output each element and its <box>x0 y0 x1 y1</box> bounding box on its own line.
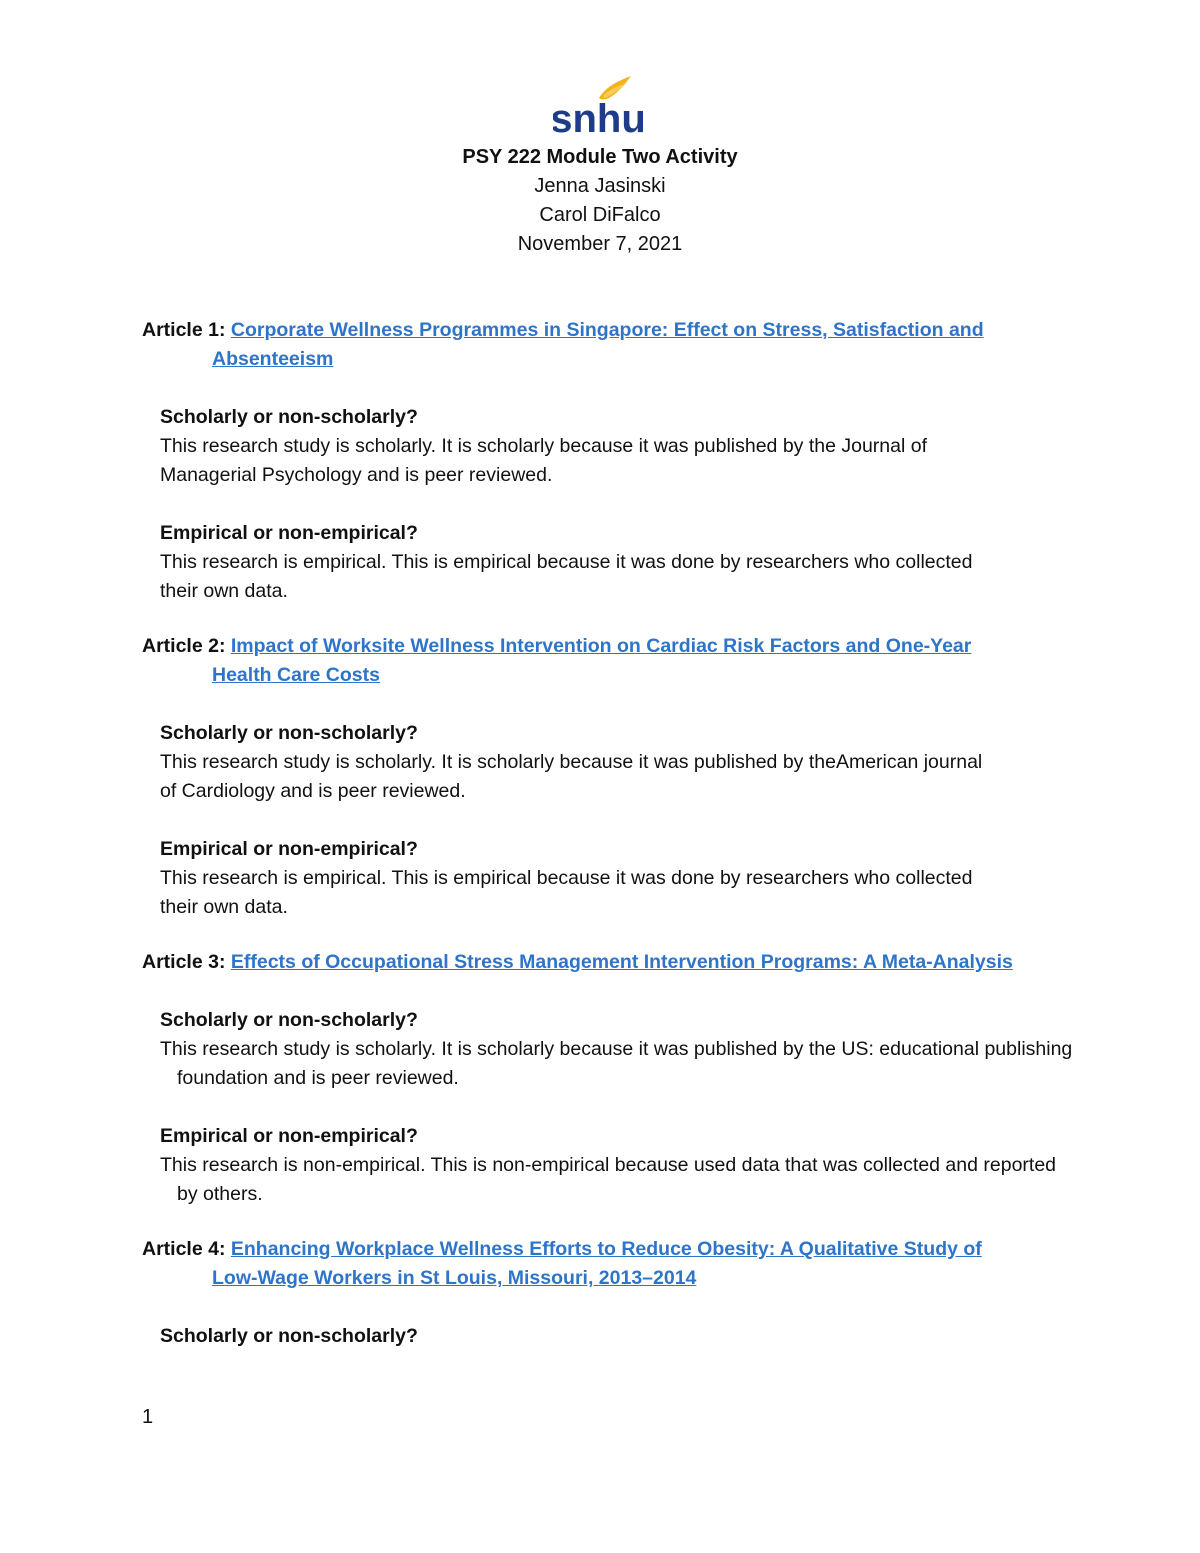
scholarly-section <box>160 1322 1082 1351</box>
empirical-section <box>160 835 1082 922</box>
scholarly-section <box>160 403 1082 490</box>
article-label: Article 2: <box>142 635 226 657</box>
article-link[interactable]: Enhancing Workplace Wellness Efforts to Reduce Obesity: A Qualitative Study of Low-Wage Workers in St Louis, Missouri, 2013–2014 <box>212 1238 982 1289</box>
document-title: PSY 222 Module Two Activity <box>462 146 738 168</box>
question-empirical: Empirical or non-empirical? <box>160 1125 418 1147</box>
answer-empirical-line: This research is empirical. This is empirical because it was done by researchers who collected <box>160 551 973 573</box>
article-label: Article 3: <box>142 951 226 973</box>
article-link[interactable]: Corporate Wellness Programmes in Singapore: Effect on Stress, Satisfaction and Absenteeism <box>212 319 984 370</box>
question-empirical: Empirical or non-empirical? <box>160 522 418 544</box>
answer-scholarly-line: This research study is scholarly. It is scholarly because it was published by the Journal of <box>160 435 927 457</box>
snhu-logo <box>553 72 643 136</box>
instructor-name: Carol DiFalco <box>539 204 661 226</box>
question-empirical: Empirical or non-empirical? <box>160 838 418 860</box>
article-3 <box>142 948 1082 1209</box>
answer-empirical: This research is non-empirical. This is non-empirical because used data that was collected and reported by others. <box>160 1154 1057 1205</box>
question-scholarly: Scholarly or non-scholarly? <box>160 406 418 428</box>
article-label: Article 4: <box>142 1238 226 1260</box>
article-4 <box>142 1235 1082 1351</box>
question-scholarly: Scholarly or non-scholarly? <box>160 1009 418 1031</box>
document-header <box>0 143 1200 259</box>
answer-empirical-line: This research is empirical. This is empirical because it was done by researchers who collected <box>160 867 973 889</box>
answer-empirical-line: their own data. <box>160 580 288 602</box>
scholarly-section <box>160 719 1082 806</box>
answer-scholarly: This research study is scholarly. It is scholarly because it was published by the US: educational publishing foundation and is peer reviewed. <box>160 1038 1073 1089</box>
article-heading <box>142 316 1082 374</box>
article-label: Article 1: <box>142 319 226 341</box>
article-heading <box>142 632 1082 690</box>
answer-empirical-line: their own data. <box>160 896 288 918</box>
question-scholarly: Scholarly or non-scholarly? <box>160 1325 418 1347</box>
page-number: 1 <box>142 1406 154 1428</box>
empirical-section <box>160 1122 1082 1209</box>
logo-text: snhu <box>553 97 643 136</box>
article-heading <box>142 948 1082 977</box>
article-heading <box>142 1235 1082 1293</box>
answer-scholarly-line: This research study is scholarly. It is scholarly because it was published by theAmerican journal <box>160 751 983 773</box>
article-2 <box>142 632 1082 922</box>
article-1 <box>142 316 1082 606</box>
scholarly-section <box>160 1006 1082 1093</box>
empirical-section <box>160 519 1082 606</box>
article-link[interactable]: Impact of Worksite Wellness Intervention on Cardiac Risk Factors and One-Year Health Care Costs <box>212 635 972 686</box>
student-name: Jenna Jasinski <box>534 175 666 197</box>
article-link[interactable]: Effects of Occupational Stress Management Intervention Programs: A Meta-Analysis <box>230 951 1013 973</box>
flame-leaf-icon <box>553 72 643 136</box>
answer-scholarly-line: Managerial Psychology and is peer reviewed. <box>160 464 553 486</box>
answer-scholarly-line: of Cardiology and is peer reviewed. <box>160 780 466 802</box>
document-date: November 7, 2021 <box>517 233 683 255</box>
question-scholarly: Scholarly or non-scholarly? <box>160 722 418 744</box>
